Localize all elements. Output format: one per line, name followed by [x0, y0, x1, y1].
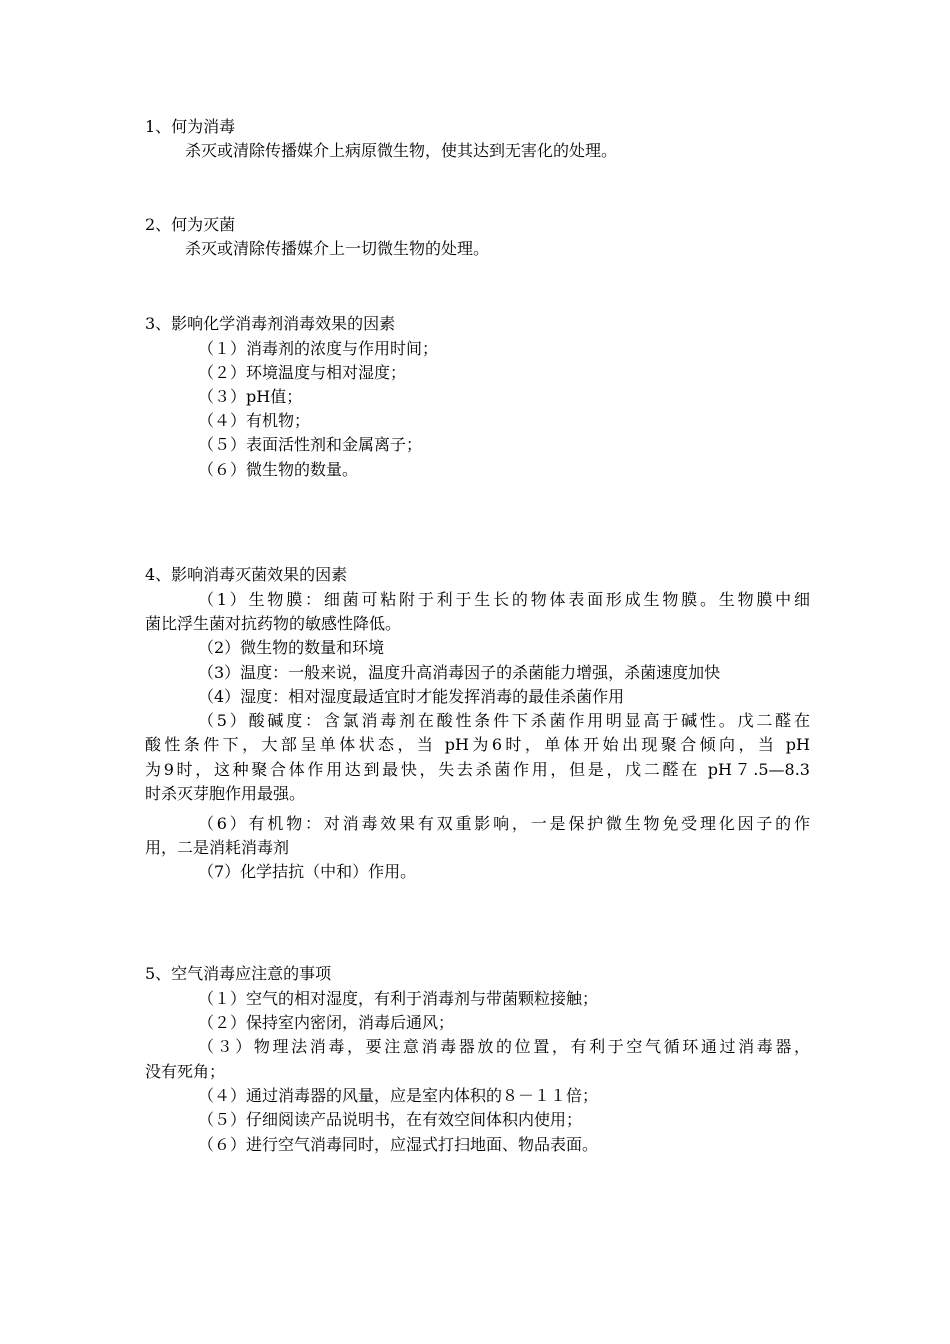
paragraph-line: （5）酸碱度：含氯消毒剂在酸性条件下杀菌作用明显高于碱性。戊二醛在 [198, 711, 810, 730]
list-item: （１）空气的相对湿度，有利于消毒剂与带菌颗粒接触； [198, 989, 599, 1008]
list-item: （３）pH值； [198, 387, 303, 406]
paragraph-line: 为9时，这种聚合体作用达到最快，失去杀菌作用，但是，戊二醛在 pH７.5—8.3 [145, 760, 810, 779]
paragraph-line: （3）温度：一般来说，温度升高消毒因子的杀菌能力增强，杀菌速度加快 [198, 663, 721, 682]
list-item: （２）环境温度与相对湿度； [198, 363, 407, 382]
list-item: （２）保持室内密闭，消毒后通风； [198, 1013, 455, 1032]
section-2-heading: 2、何为灭菌 [145, 215, 236, 234]
list-item: （４）通过消毒器的风量，应是室内体积的８－１１倍； [198, 1086, 599, 1105]
paragraph-line: （4）湿度：相对湿度最适宜时才能发挥消毒的最佳杀菌作用 [198, 687, 625, 706]
list-item: （６）进行空气消毒同时，应湿式打扫地面、物品表面。 [198, 1135, 599, 1154]
list-item-continuation: 没有死角； [145, 1062, 226, 1081]
list-item: （５）仔细阅读产品说明书，在有效空间体积内使用； [198, 1110, 583, 1129]
list-item: （５）表面活性剂和金属离子； [198, 435, 423, 454]
list-item: （６）微生物的数量。 [198, 460, 359, 479]
section-1-heading: 1、何为消毒 [145, 117, 236, 136]
section-1-body: 杀灭或清除传播媒介上病原微生物，使其达到无害化的处理。 [185, 141, 618, 160]
list-item: （３）物理法消毒，要注意消毒器放的位置，有利于空气循环通过消毒器， [198, 1037, 810, 1056]
paragraph-line: （1）生物膜：细菌可粘附于利于生长的物体表面形成生物膜。生物膜中细 [198, 590, 810, 609]
paragraph-line: （6）有机物：对消毒效果有双重影响，一是保护微生物免受理化因子的作 [198, 814, 810, 833]
paragraph-line: 用，二是消耗消毒剂 [145, 838, 290, 857]
section-5-heading: 5、空气消毒应注意的事项 [145, 964, 332, 983]
list-item: （１）消毒剂的浓度与作用时间； [198, 339, 439, 358]
paragraph-line: 酸性条件下，大部呈单体状态，当 pH为6时，单体开始出现聚合倾向，当 pH [145, 735, 810, 754]
section-3-heading: 3、影响化学消毒剂消毒效果的因素 [145, 314, 396, 333]
paragraph-line: （7）化学拮抗（中和）作用。 [198, 862, 417, 881]
list-item: （４）有机物； [198, 411, 311, 430]
section-4-heading: 4、影响消毒灭菌效果的因素 [145, 565, 348, 584]
section-2-body: 杀灭或清除传播媒介上一切微生物的处理。 [185, 239, 490, 258]
paragraph-line: 菌比浮生菌对抗药物的敏感性降低。 [145, 614, 402, 633]
paragraph-line: 时杀灭芽胞作用最强。 [145, 784, 306, 803]
paragraph-line: （2）微生物的数量和环境 [198, 638, 385, 657]
